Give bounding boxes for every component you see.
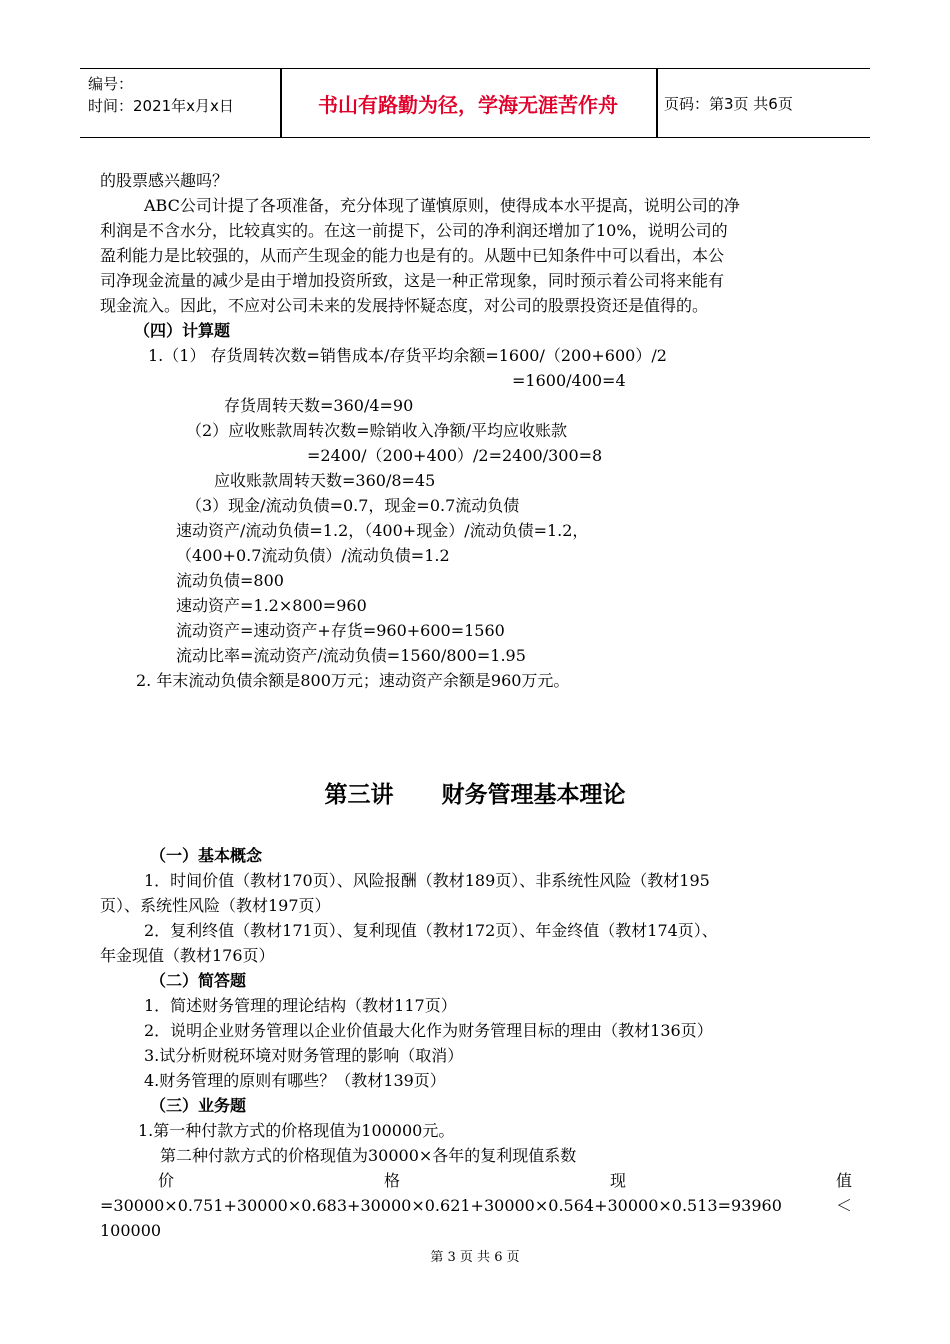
spread-char: 格 <box>383 1171 400 1190</box>
concept-line: 2．复利终值（教材171页）、复利现值（教材172页）、年金终值（教材174页）、 <box>144 921 718 940</box>
question-line: 3.试分析财税环境对财务管理的影响（取消） <box>144 1046 464 1065</box>
serial-label: 编号： <box>88 75 134 93</box>
calc-line: =1600/400=4 <box>512 371 626 390</box>
section-heading-calc: （四）计算题 <box>134 321 231 340</box>
date-label: 时间：2021年x月x日 <box>88 97 234 115</box>
concept-line: 页）、系统性风险（教材197页） <box>100 896 331 915</box>
intro-paragraph-line: 司净现金流量的减少是由于增加投资所致，这是一种正常现象，同时预示着公司将来能有 <box>100 271 725 290</box>
header-divider <box>656 69 658 137</box>
header-left <box>88 73 234 117</box>
calc-line: 应收账款周转天数=360/8=45 <box>214 471 436 490</box>
section-heading-business: （三）业务题 <box>150 1096 247 1115</box>
page-footer: 第 3 页 共 6 页 <box>430 1250 520 1265</box>
calc-line: 2. 年末流动负债余额是800万元；速动资产余额是960万元。 <box>136 671 570 690</box>
intro-line: 的股票感兴趣吗？ <box>100 171 229 190</box>
header-motto: 书山有路勤为径，学海无涯苦作舟 <box>318 92 618 117</box>
question-line: 2．说明企业财务管理以企业价值最大化作为财务管理目标的理由（教材136页） <box>144 1021 713 1040</box>
intro-paragraph-line: 现金流入。因此，不应对公司未来的发展持怀疑态度，对公司的股票投资还是值得的。 <box>100 296 709 315</box>
spread-char: 现 <box>609 1171 626 1190</box>
question-line: 4.财务管理的原则有哪些？（教材139页） <box>144 1071 446 1090</box>
calc-line: （3）现金/流动负债=0.7，现金=0.7流动负债 <box>186 496 520 515</box>
calc-line: 存货周转天数=360/4=90 <box>224 396 414 415</box>
spread-char: 值 <box>835 1171 852 1190</box>
intro-paragraph-line: ABC公司计提了各项准备，充分体现了谨慎原则，使得成本水平提高，说明公司的净 <box>144 196 740 215</box>
spread-label-row <box>100 1170 852 1192</box>
intro-paragraph-line: 利润是不含水分，比较真实的。在这一前提下，公司的净利润还增加了10%，说明公司的 <box>100 221 728 240</box>
business-line: 1.第一种付款方式的价格现值为100000元。 <box>138 1121 455 1140</box>
lecture-title: 第三讲 财务管理基本理论 <box>324 782 626 808</box>
calc-line: 速动资产=1.2×800=960 <box>176 596 367 615</box>
concept-line: 年金现值（教材176页） <box>100 946 275 965</box>
section-heading-concepts: （一）基本概念 <box>150 846 263 865</box>
calc-line: =2400/（200+400）/2=2400/300=8 <box>307 446 603 465</box>
spread-char: 价 <box>158 1171 175 1190</box>
calc-line: 1.（1） 存货周转次数=销售成本/存货平均余额=1600/（200+600）/2 <box>148 346 667 365</box>
formula-result: 100000 <box>100 1221 162 1240</box>
calc-line: 流动比率=流动资产/流动负债=1560/800=1.95 <box>176 646 526 665</box>
calc-line: 流动负债=800 <box>176 571 284 590</box>
calc-line: （400+0.7流动负债）/流动负债=1.2 <box>176 546 450 565</box>
less-than-sign: ＜ <box>835 1196 852 1215</box>
header-page-info: 页码：第3页 共6页 <box>664 94 793 113</box>
formula-text: =30000×0.751+30000×0.683+30000×0.621+30000×0.564+30000×0.513=93960 <box>100 1196 782 1215</box>
concept-line: 1．时间价值（教材170页）、风险报酬（教材189页）、非系统性风险（教材195 <box>144 871 710 890</box>
calc-line: （2）应收账款周转次数=赊销收入净额/平均应收账款 <box>186 421 567 440</box>
business-line: 第二种付款方式的价格现值为30000×各年的复利现值系数 <box>160 1146 577 1165</box>
calc-line: 速动资产/流动负债=1.2，（400+现金）/流动负债=1.2， <box>176 521 589 540</box>
page-header <box>80 68 870 138</box>
question-line: 1．简述财务管理的理论结构（教材117页） <box>144 996 457 1015</box>
intro-paragraph-line: 盈利能力是比较强的，从而产生现金的能力也是有的。从题中已知条件中可以看出，本公 <box>100 246 725 265</box>
section-heading-short-answer: （二）简答题 <box>150 971 247 990</box>
formula-row <box>100 1195 852 1217</box>
calc-line: 流动资产=速动资产+存货=960+600=1560 <box>176 621 505 640</box>
